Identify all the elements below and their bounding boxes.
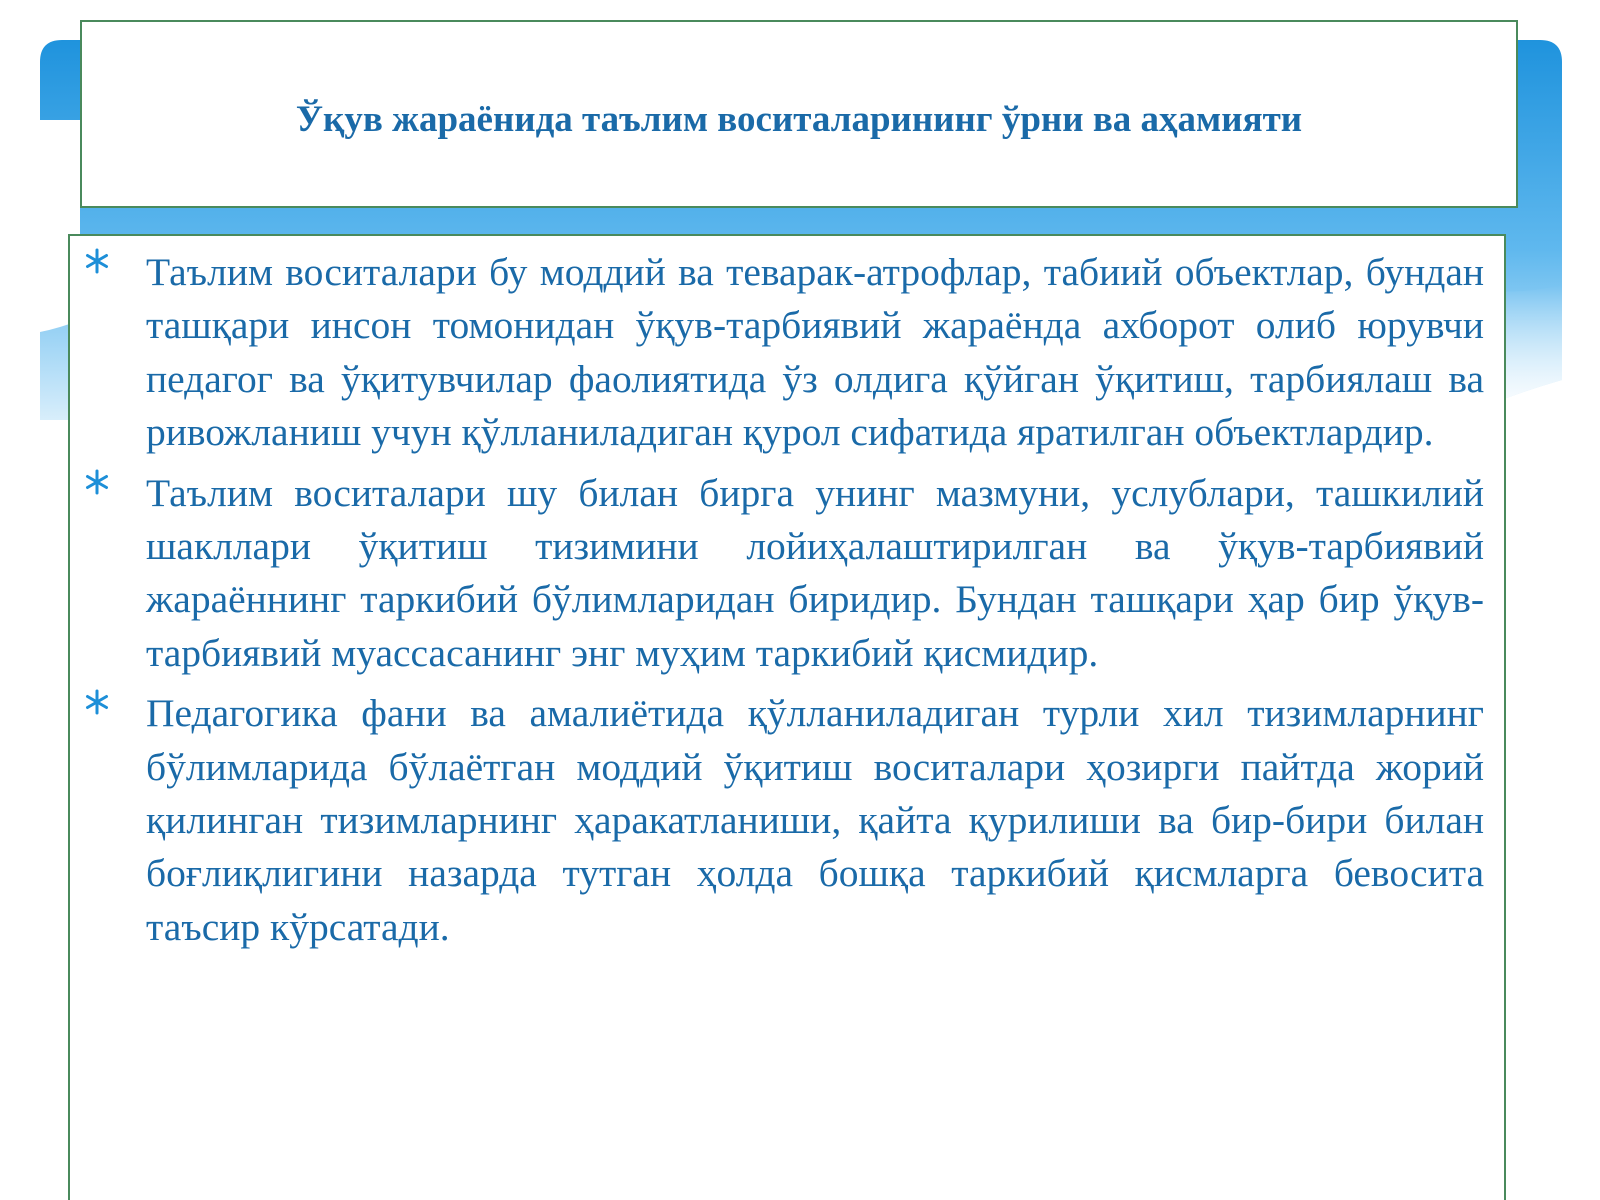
asterisk-icon xyxy=(84,469,110,495)
asterisk-icon xyxy=(84,248,110,274)
content-box xyxy=(68,234,1506,1200)
bullet-item-1 xyxy=(84,246,1484,460)
asterisk-icon xyxy=(84,689,110,715)
bullet-list xyxy=(84,246,1484,961)
bullet-text: Педагогика фани ва амалиётида қўлланиладиган турли хил тизимларнинг бўлимларида бўлаётган моддий ўқитиш воситалари ҳозирги пайтда жорий қилинган тизимларнинг ҳаракатланиши, қайта қурилиши ва бир-бири билан боғлиқлигини назарда тутган ҳолда бошқа таркибий қисмларга бевосита таъсир кўрсатади. xyxy=(146,691,1484,949)
slide-title: Ўқув жараёнида таълим воситаларининг ўрни ва аҳамияти xyxy=(295,99,1303,140)
title-box xyxy=(80,20,1518,208)
bullet-text: Таълим воситалари бу моддий ва теварак-атрофлар, табиий объектлар, бундан ташқари инсон томонидан ўқув-тарбиявий жараёнда ахборот олиб юрувчи педагог ва ўқитувчилар фаолиятида ўз олдига қўйган ўқитиш, тарбиялаш ва ривожланиш учун қўлланиладиган қурол сифатида яратилган объектлардир. xyxy=(146,250,1484,455)
bullet-item-3 xyxy=(84,687,1484,954)
bullet-item-2 xyxy=(84,467,1484,681)
bullet-text: Таълим воситалари шу билан бирга унинг мазмуни, услублари, ташкилий шакллари ўқитиш тизимини лойиҳалаштирилган ва ўқув-тарбиявий жараённинг таркибий бўлимларидан биридир. Бундан ташқари ҳар бир ўқув-тарбиявий муассасанинг энг муҳим таркибий қисмидир. xyxy=(146,470,1484,675)
